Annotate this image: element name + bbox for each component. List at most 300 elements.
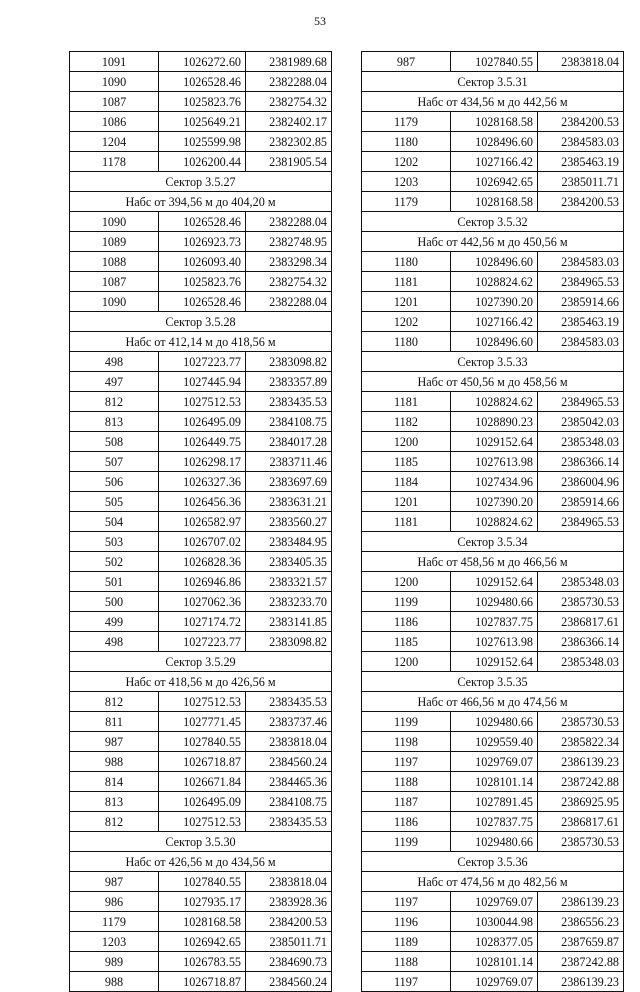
nabs-range: Набс от 466,56 м до 474,56 м — [362, 692, 624, 712]
coordinate-x: 1029559.40 — [451, 732, 538, 752]
nabs-range: Набс от 418,56 м до 426,56 м — [70, 672, 332, 692]
point-number: 813 — [70, 412, 159, 432]
table-row — [70, 792, 332, 812]
sector-title: Сектор 3.5.27 — [70, 172, 332, 192]
sector-title: Сектор 3.5.28 — [70, 312, 332, 332]
coordinate-y: 2383818.04 — [246, 732, 332, 752]
table-row — [70, 92, 332, 112]
coordinate-x: 1026528.46 — [159, 292, 246, 312]
sector-heading-row — [362, 852, 624, 872]
coordinate-x: 1030044.98 — [451, 912, 538, 932]
table-row — [362, 512, 624, 532]
coordinate-y: 2381989.68 — [246, 52, 332, 72]
point-number: 1181 — [362, 512, 451, 532]
coordinate-y: 2382754.32 — [246, 92, 332, 112]
point-number: 1185 — [362, 452, 451, 472]
table-row — [362, 812, 624, 832]
table-row — [70, 52, 332, 72]
coordinate-x: 1026783.55 — [159, 952, 246, 972]
table-row — [70, 712, 332, 732]
coordinate-x: 1027840.55 — [451, 52, 538, 72]
coordinates-table-left — [69, 51, 332, 992]
table-row — [362, 772, 624, 792]
point-number: 811 — [70, 712, 159, 732]
table-row — [362, 152, 624, 172]
point-number: 1200 — [362, 572, 451, 592]
point-number: 1180 — [362, 132, 451, 152]
coordinate-y: 2385011.71 — [538, 172, 624, 192]
point-number: 812 — [70, 692, 159, 712]
coordinate-y: 2386925.95 — [538, 792, 624, 812]
point-number: 1086 — [70, 112, 159, 132]
coordinate-y: 2383484.95 — [246, 532, 332, 552]
coordinate-x: 1027223.77 — [159, 352, 246, 372]
coordinate-x: 1027390.20 — [451, 292, 538, 312]
coordinate-y: 2385914.66 — [538, 292, 624, 312]
table-row — [70, 432, 332, 452]
point-number: 1201 — [362, 292, 451, 312]
point-number: 507 — [70, 452, 159, 472]
coordinates-table-right — [361, 51, 624, 992]
coordinate-x: 1029769.07 — [451, 972, 538, 992]
table-row — [70, 452, 332, 472]
coordinate-y: 2383435.53 — [246, 692, 332, 712]
coordinate-x: 1026456.36 — [159, 492, 246, 512]
coordinate-x: 1029152.64 — [451, 572, 538, 592]
coordinate-x: 1026942.65 — [159, 932, 246, 952]
nabs-range-row — [70, 672, 332, 692]
coordinate-x: 1029152.64 — [451, 652, 538, 672]
coordinate-x: 1028824.62 — [451, 272, 538, 292]
coordinate-x: 1028168.58 — [451, 112, 538, 132]
point-number: 1087 — [70, 272, 159, 292]
sector-heading-row — [70, 312, 332, 332]
table-row — [70, 472, 332, 492]
table-row — [362, 752, 624, 772]
coordinate-y: 2383357.89 — [246, 372, 332, 392]
point-number: 1187 — [362, 792, 451, 812]
coordinate-x: 1027062.36 — [159, 592, 246, 612]
coordinate-x: 1027771.45 — [159, 712, 246, 732]
point-number: 1179 — [362, 192, 451, 212]
table-row — [70, 212, 332, 232]
table-row — [362, 492, 624, 512]
table-row — [362, 592, 624, 612]
sector-title: Сектор 3.5.30 — [70, 832, 332, 852]
point-number: 1091 — [70, 52, 159, 72]
sector-heading-row — [362, 212, 624, 232]
sector-title: Сектор 3.5.29 — [70, 652, 332, 672]
coordinate-x: 1025823.76 — [159, 272, 246, 292]
point-number: 989 — [70, 952, 159, 972]
coordinate-y: 2385348.03 — [538, 432, 624, 452]
point-number: 1199 — [362, 592, 451, 612]
point-number: 1090 — [70, 292, 159, 312]
point-number: 505 — [70, 492, 159, 512]
point-number: 1088 — [70, 252, 159, 272]
coordinate-x: 1026923.73 — [159, 232, 246, 252]
point-number: 987 — [70, 872, 159, 892]
point-number: 1204 — [70, 132, 159, 152]
coordinate-x: 1027512.53 — [159, 392, 246, 412]
sector-title: Сектор 3.5.31 — [362, 72, 624, 92]
coordinate-y: 2385730.53 — [538, 832, 624, 852]
table-row — [362, 732, 624, 752]
nabs-range: Набс от 474,56 м до 482,56 м — [362, 872, 624, 892]
table-row — [362, 112, 624, 132]
coordinate-y: 2384200.53 — [538, 192, 624, 212]
table-row — [362, 632, 624, 652]
coordinate-x: 1027166.42 — [451, 152, 538, 172]
point-number: 1203 — [362, 172, 451, 192]
coordinate-y: 2386817.61 — [538, 812, 624, 832]
coordinate-x: 1026946.86 — [159, 572, 246, 592]
table-row — [70, 152, 332, 172]
coordinate-x: 1028890.23 — [451, 412, 538, 432]
coordinate-x: 1028824.62 — [451, 512, 538, 532]
coordinate-x: 1026528.46 — [159, 72, 246, 92]
coordinate-y: 2385730.53 — [538, 592, 624, 612]
point-number: 506 — [70, 472, 159, 492]
table-row — [70, 932, 332, 952]
nabs-range: Набс от 450,56 м до 458,56 м — [362, 372, 624, 392]
coordinate-x: 1027613.98 — [451, 452, 538, 472]
coordinate-x: 1027512.53 — [159, 692, 246, 712]
coordinate-y: 2383233.70 — [246, 592, 332, 612]
table-row — [70, 512, 332, 532]
table-row — [362, 392, 624, 412]
coordinate-x: 1027445.94 — [159, 372, 246, 392]
nabs-range: Набс от 458,56 м до 466,56 м — [362, 552, 624, 572]
point-number: 1200 — [362, 432, 451, 452]
point-number: 1180 — [362, 332, 451, 352]
coordinate-x: 1026272.60 — [159, 52, 246, 72]
point-number: 501 — [70, 572, 159, 592]
table-row — [362, 912, 624, 932]
point-number: 986 — [70, 892, 159, 912]
coordinate-x: 1028496.60 — [451, 332, 538, 352]
coordinate-y: 2384965.53 — [538, 272, 624, 292]
coordinate-y: 2383560.27 — [246, 512, 332, 532]
point-number: 1198 — [362, 732, 451, 752]
coordinate-x: 1027840.55 — [159, 732, 246, 752]
point-number: 498 — [70, 632, 159, 652]
coordinate-y: 2383928.36 — [246, 892, 332, 912]
coordinate-x: 1029769.07 — [451, 752, 538, 772]
coordinate-x: 1026495.09 — [159, 412, 246, 432]
table-row — [70, 912, 332, 932]
coordinate-x: 1026200.44 — [159, 152, 246, 172]
coordinate-x: 1026449.75 — [159, 432, 246, 452]
coordinate-y: 2383405.35 — [246, 552, 332, 572]
point-number: 1090 — [70, 212, 159, 232]
coordinate-y: 2384965.53 — [538, 392, 624, 412]
table-row — [70, 232, 332, 252]
table-row — [70, 812, 332, 832]
coordinate-y: 2385730.53 — [538, 712, 624, 732]
coordinate-x: 1029152.64 — [451, 432, 538, 452]
coordinate-y: 2386366.14 — [538, 632, 624, 652]
point-number: 1203 — [70, 932, 159, 952]
sector-heading-row — [362, 72, 624, 92]
coordinate-y: 2383321.57 — [246, 572, 332, 592]
table-row — [70, 352, 332, 372]
coordinate-y: 2384965.53 — [538, 512, 624, 532]
table-row — [362, 472, 624, 492]
page-number: 53 — [314, 14, 326, 28]
coordinate-y: 2384583.03 — [538, 252, 624, 272]
coordinate-x: 1028101.14 — [451, 952, 538, 972]
nabs-range-row — [70, 852, 332, 872]
coordinate-x: 1027837.75 — [451, 612, 538, 632]
coordinate-x: 1027434.96 — [451, 472, 538, 492]
table-row — [362, 652, 624, 672]
coordinate-y: 2385822.34 — [538, 732, 624, 752]
table-row — [362, 792, 624, 812]
table-row — [70, 132, 332, 152]
coordinate-y: 2383631.21 — [246, 492, 332, 512]
sector-heading-row — [70, 172, 332, 192]
coordinate-x: 1028377.05 — [451, 932, 538, 952]
coordinate-y: 2383737.46 — [246, 712, 332, 732]
coordinate-y: 2384108.75 — [246, 412, 332, 432]
sector-title: Сектор 3.5.34 — [362, 532, 624, 552]
coordinate-y: 2384108.75 — [246, 792, 332, 812]
point-number: 1179 — [362, 112, 451, 132]
nabs-range: Набс от 412,14 м до 418,56 м — [70, 332, 332, 352]
coordinate-y: 2381905.54 — [246, 152, 332, 172]
point-number: 1184 — [362, 472, 451, 492]
coordinate-y: 2383098.82 — [246, 352, 332, 372]
table-row — [70, 952, 332, 972]
coordinate-x: 1029480.66 — [451, 592, 538, 612]
coordinate-x: 1026718.87 — [159, 752, 246, 772]
coordinate-y: 2384690.73 — [246, 952, 332, 972]
point-number: 1197 — [362, 972, 451, 992]
table-row — [362, 52, 624, 72]
table-row — [70, 752, 332, 772]
sector-heading-row — [70, 652, 332, 672]
coordinate-x: 1025599.98 — [159, 132, 246, 152]
coordinate-y: 2387242.88 — [538, 952, 624, 972]
table-row — [70, 532, 332, 552]
coordinate-y: 2385914.66 — [538, 492, 624, 512]
point-number: 1181 — [362, 272, 451, 292]
point-number: 988 — [70, 752, 159, 772]
table-row — [70, 972, 332, 992]
table-row — [362, 452, 624, 472]
point-number: 1202 — [362, 152, 451, 172]
coordinate-y: 2384583.03 — [538, 332, 624, 352]
coordinate-x: 1028496.60 — [451, 252, 538, 272]
nabs-range: Набс от 434,56 м до 442,56 м — [362, 92, 624, 112]
point-number: 988 — [70, 972, 159, 992]
sector-heading-row — [362, 532, 624, 552]
coordinate-y: 2382288.04 — [246, 212, 332, 232]
coordinate-y: 2385348.03 — [538, 652, 624, 672]
coordinate-x: 1028168.58 — [159, 912, 246, 932]
nabs-range-row — [70, 332, 332, 352]
table-row — [70, 592, 332, 612]
table-row — [362, 252, 624, 272]
coordinate-y: 2383818.04 — [538, 52, 624, 72]
coordinate-y: 2385348.03 — [538, 572, 624, 592]
coordinate-x: 1026718.87 — [159, 972, 246, 992]
coordinate-y: 2382288.04 — [246, 292, 332, 312]
table-row — [362, 292, 624, 312]
table-row — [70, 632, 332, 652]
table-row — [70, 572, 332, 592]
coordinate-y: 2382288.04 — [246, 72, 332, 92]
table-row — [362, 832, 624, 852]
coordinate-y: 2386139.23 — [538, 972, 624, 992]
table-row — [362, 172, 624, 192]
point-number: 1179 — [70, 912, 159, 932]
coordinate-x: 1029769.07 — [451, 892, 538, 912]
coordinate-y: 2386139.23 — [538, 752, 624, 772]
coordinate-x: 1026671.84 — [159, 772, 246, 792]
point-number: 1182 — [362, 412, 451, 432]
table-row — [70, 72, 332, 92]
point-number: 813 — [70, 792, 159, 812]
sector-title: Сектор 3.5.32 — [362, 212, 624, 232]
coordinate-y: 2386139.23 — [538, 892, 624, 912]
nabs-range-row — [362, 232, 624, 252]
table-row — [362, 712, 624, 732]
point-number: 500 — [70, 592, 159, 612]
table-row — [362, 132, 624, 152]
coordinate-x: 1029480.66 — [451, 832, 538, 852]
coordinate-y: 2383098.82 — [246, 632, 332, 652]
table-row — [70, 552, 332, 572]
nabs-range: Набс от 426,56 м до 434,56 м — [70, 852, 332, 872]
point-number: 1188 — [362, 952, 451, 972]
table-row — [362, 932, 624, 952]
coordinate-y: 2382302.85 — [246, 132, 332, 152]
coordinate-x: 1027223.77 — [159, 632, 246, 652]
point-number: 812 — [70, 392, 159, 412]
point-number: 1186 — [362, 612, 451, 632]
coordinate-x: 1026093.40 — [159, 252, 246, 272]
sector-title: Сектор 3.5.33 — [362, 352, 624, 372]
point-number: 812 — [70, 812, 159, 832]
table-row — [70, 372, 332, 392]
table-row — [362, 572, 624, 592]
sector-heading-row — [362, 672, 624, 692]
table-row — [362, 612, 624, 632]
coordinate-y: 2386817.61 — [538, 612, 624, 632]
coordinate-x: 1028168.58 — [451, 192, 538, 212]
coordinate-x: 1028101.14 — [451, 772, 538, 792]
point-number: 1196 — [362, 912, 451, 932]
table-row — [70, 392, 332, 412]
coordinate-x: 1026327.36 — [159, 472, 246, 492]
table-row — [362, 272, 624, 292]
table-row — [70, 292, 332, 312]
nabs-range-row — [362, 92, 624, 112]
table-row — [70, 272, 332, 292]
table-row — [362, 432, 624, 452]
table-row — [70, 872, 332, 892]
nabs-range-row — [362, 552, 624, 572]
coordinate-y: 2385042.03 — [538, 412, 624, 432]
nabs-range: Набс от 394,56 м до 404,20 м — [70, 192, 332, 212]
coordinate-y: 2385011.71 — [246, 932, 332, 952]
coordinate-x: 1027935.17 — [159, 892, 246, 912]
coordinate-y: 2383711.46 — [246, 452, 332, 472]
coordinate-y: 2383141.85 — [246, 612, 332, 632]
point-number: 1180 — [362, 252, 451, 272]
point-number: 1188 — [362, 772, 451, 792]
table-row — [362, 892, 624, 912]
coordinate-x: 1025649.21 — [159, 112, 246, 132]
table-row — [70, 252, 332, 272]
point-number: 1197 — [362, 752, 451, 772]
point-number: 1199 — [362, 832, 451, 852]
point-number: 1178 — [70, 152, 159, 172]
point-number: 1199 — [362, 712, 451, 732]
coordinate-x: 1029480.66 — [451, 712, 538, 732]
coordinate-y: 2383697.69 — [246, 472, 332, 492]
coordinate-y: 2386004.96 — [538, 472, 624, 492]
point-number: 1197 — [362, 892, 451, 912]
coordinate-y: 2385463.19 — [538, 152, 624, 172]
table-row — [362, 192, 624, 212]
point-number: 502 — [70, 552, 159, 572]
coordinate-y: 2387242.88 — [538, 772, 624, 792]
sector-heading-row — [362, 352, 624, 372]
point-number: 1089 — [70, 232, 159, 252]
coordinate-x: 1027174.72 — [159, 612, 246, 632]
coordinate-y: 2383818.04 — [246, 872, 332, 892]
coordinate-x: 1027840.55 — [159, 872, 246, 892]
point-number: 987 — [362, 52, 451, 72]
nabs-range: Набс от 442,56 м до 450,56 м — [362, 232, 624, 252]
coordinate-y: 2383298.34 — [246, 252, 332, 272]
table-row — [70, 892, 332, 912]
coordinate-y: 2382402.17 — [246, 112, 332, 132]
coordinate-y: 2383435.53 — [246, 812, 332, 832]
table-row — [70, 492, 332, 512]
point-number: 814 — [70, 772, 159, 792]
point-number: 503 — [70, 532, 159, 552]
coordinate-x: 1027390.20 — [451, 492, 538, 512]
point-number: 504 — [70, 512, 159, 532]
point-number: 987 — [70, 732, 159, 752]
nabs-range-row — [362, 692, 624, 712]
point-number: 1185 — [362, 632, 451, 652]
nabs-range-row — [70, 192, 332, 212]
point-number: 1090 — [70, 72, 159, 92]
coordinate-y: 2384017.28 — [246, 432, 332, 452]
coordinate-y: 2386366.14 — [538, 452, 624, 472]
coordinate-x: 1026582.97 — [159, 512, 246, 532]
point-number: 498 — [70, 352, 159, 372]
coordinate-y: 2386556.23 — [538, 912, 624, 932]
table-row — [70, 692, 332, 712]
nabs-range-row — [362, 872, 624, 892]
table-row — [70, 612, 332, 632]
table-row — [70, 412, 332, 432]
table-row — [362, 412, 624, 432]
sector-title: Сектор 3.5.35 — [362, 672, 624, 692]
coordinate-x: 1028496.60 — [451, 132, 538, 152]
table-row — [70, 112, 332, 132]
point-number: 508 — [70, 432, 159, 452]
coordinate-x: 1027512.53 — [159, 812, 246, 832]
coordinate-x: 1027613.98 — [451, 632, 538, 652]
coordinate-x: 1026828.36 — [159, 552, 246, 572]
